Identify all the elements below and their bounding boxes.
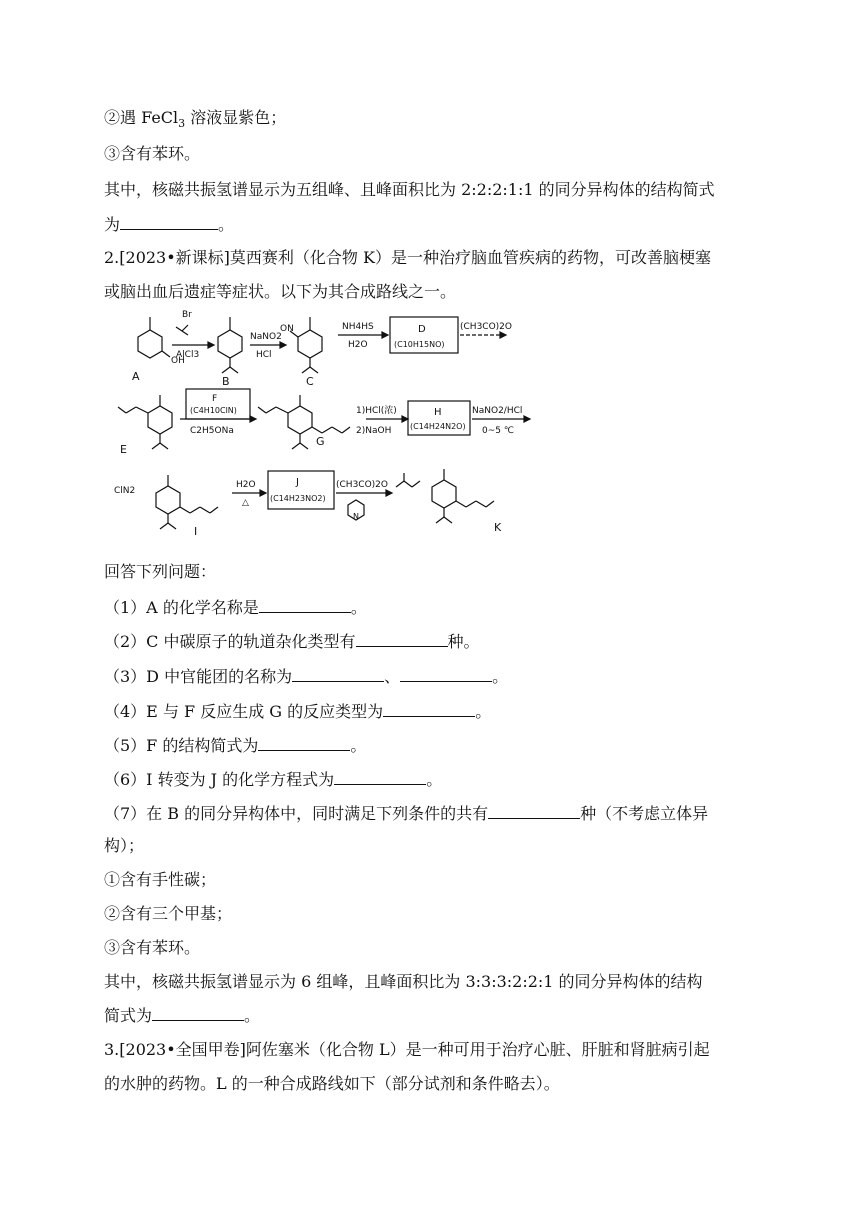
answer-blank[interactable] bbox=[120, 213, 218, 230]
text: 。 bbox=[350, 598, 367, 617]
question-2 bbox=[104, 630, 480, 652]
reagent-h2o-2: H2O bbox=[236, 480, 256, 490]
reagent-ac2o: (CH3CO)2O bbox=[460, 322, 512, 332]
benzene-ring-b bbox=[218, 330, 242, 358]
text: （7）在 B 的同分异构体中，同时满足下列条件的共有 bbox=[104, 804, 489, 823]
answer-blank[interactable] bbox=[356, 630, 448, 647]
box-h-formula: (C14H24N2O) bbox=[410, 422, 466, 431]
text: 。 bbox=[350, 736, 367, 755]
reagent-heat: △ bbox=[242, 498, 249, 508]
box-f-label: F bbox=[212, 394, 218, 404]
answer-line-2 bbox=[104, 1004, 260, 1026]
question-7-cont: 构）； bbox=[104, 836, 145, 855]
box-h-label: H bbox=[434, 407, 442, 418]
text: 。 bbox=[244, 1006, 261, 1025]
box-d-formula: (C10H15NO) bbox=[394, 340, 445, 349]
condition-3: ③含有苯环。 bbox=[104, 144, 201, 163]
question-3 bbox=[104, 665, 508, 687]
benzene-ring-c bbox=[298, 330, 322, 358]
question-3-intro-2: 的水肿的药物。L 的一种合成路线如下（部分试剂和条件略去）。 bbox=[104, 1074, 560, 1093]
label-b: B bbox=[222, 375, 230, 388]
reagent-ac2o-2: (CH3CO)2O bbox=[336, 480, 388, 490]
reagent-nano2: NaNO2 bbox=[250, 332, 282, 342]
condition-3b: ③含有苯环。 bbox=[104, 938, 201, 957]
question-1 bbox=[104, 596, 367, 618]
nmr-sentence-2: 其中，核磁共振氢谱显示为 6 组峰，且峰面积比为 3:3:3:2:2:1 的同分异构体的结构 bbox=[104, 972, 703, 991]
condition-2 bbox=[104, 108, 286, 134]
answer-blank[interactable] bbox=[258, 734, 350, 751]
question-7 bbox=[104, 802, 708, 824]
box-f-formula: (C4H10ClN) bbox=[190, 406, 237, 415]
text: 简式为 bbox=[104, 1006, 153, 1025]
text: （5）F 的结构简式为 bbox=[104, 736, 259, 755]
reagent-h2o: H2O bbox=[348, 340, 368, 350]
reagent-br: Br bbox=[182, 310, 192, 320]
text: （2）C 中碳原子的轨道杂化类型有 bbox=[104, 632, 356, 651]
reagent-temp: 0~5 ℃ bbox=[482, 426, 514, 436]
answer-prompt: 回答下列问题： bbox=[104, 562, 217, 581]
text: （6）I 转变为 J 的化学方程式为 bbox=[104, 770, 335, 789]
reagent-alcl3: AlCl3 bbox=[176, 350, 200, 360]
benzene-ring-g bbox=[288, 406, 312, 434]
text: 种。 bbox=[447, 632, 480, 651]
benzene-ring-i bbox=[156, 486, 180, 514]
nmr-sentence: 其中，核磁共振氢谱显示为五组峰、且峰面积比为 2:2:2:1:1 的同分异构体的结构简式 bbox=[104, 180, 715, 199]
text: 。 bbox=[492, 667, 509, 686]
question-5 bbox=[104, 734, 366, 756]
subscript: 3 bbox=[178, 117, 186, 131]
label-a: A bbox=[132, 370, 140, 383]
on-label: ON bbox=[280, 324, 294, 334]
text: 为 bbox=[104, 215, 121, 234]
benzene-ring-a bbox=[138, 330, 162, 358]
question-2-intro: 2.[2023•新课标]莫西赛利（化合物 K）是一种治疗脑血管疾病的药物，可改善脑梗塞 bbox=[104, 248, 711, 267]
answer-blank[interactable] bbox=[488, 802, 580, 819]
label-c: C bbox=[306, 375, 314, 388]
text: 溶液显紫色； bbox=[185, 108, 287, 127]
condition-1: ①含有手性碳； bbox=[104, 870, 217, 889]
reagent-hcl-conc: 1)HCl(浓) bbox=[356, 406, 397, 416]
question-6 bbox=[104, 768, 442, 790]
question-4 bbox=[104, 700, 491, 722]
answer-blank[interactable] bbox=[383, 700, 475, 717]
box-j-label: J bbox=[296, 477, 299, 488]
benzene-ring-k bbox=[432, 480, 456, 508]
benzene-ring-e bbox=[148, 406, 172, 434]
label-g: G bbox=[316, 435, 325, 448]
reagent-nano2-hcl: NaNO2/HCl bbox=[472, 406, 523, 416]
text: 、 bbox=[384, 667, 401, 686]
text: 种（不考虑立体异 bbox=[580, 804, 709, 823]
reagent-naoh: 2)NaOH bbox=[356, 426, 392, 436]
reagent-etona: C2H5ONa bbox=[190, 426, 234, 436]
answer-line bbox=[104, 213, 234, 235]
text: （1）A 的化学名称是 bbox=[104, 598, 259, 617]
box-d-label: D bbox=[418, 324, 426, 335]
label-i: I bbox=[194, 525, 198, 538]
label-e: E bbox=[120, 443, 127, 456]
text: 。 bbox=[218, 215, 235, 234]
text: 。 bbox=[426, 770, 443, 789]
box-j bbox=[268, 471, 334, 509]
synthesis-route-diagram bbox=[110, 305, 750, 550]
reagent-hcl: HCl bbox=[256, 350, 272, 360]
condition-2b: ②含有三个甲基； bbox=[104, 904, 233, 923]
text: 。 bbox=[475, 702, 492, 721]
box-j-formula: (C14H23NO2) bbox=[270, 494, 326, 503]
question-2-intro-2: 或脑出血后遗症等症状。以下为其合成路线之一。 bbox=[104, 282, 457, 301]
answer-blank[interactable] bbox=[259, 596, 351, 613]
pyridine-n: N bbox=[353, 512, 359, 521]
text: （4）E 与 F 反应生成 G 的反应类型为 bbox=[104, 702, 384, 721]
text: ②遇 FeCl bbox=[104, 108, 179, 127]
label-k: K bbox=[494, 521, 502, 534]
oh-label: OH bbox=[171, 356, 185, 366]
text: （3）D 中官能团的名称为 bbox=[104, 667, 293, 686]
answer-blank[interactable] bbox=[152, 1004, 244, 1021]
diazonium-label: ClN2 bbox=[114, 486, 136, 496]
answer-blank[interactable] bbox=[400, 665, 492, 682]
answer-blank[interactable] bbox=[334, 768, 426, 785]
question-3-intro: 3.[2023•全国甲卷]阿佐塞米（化合物 L）是一种可用于治疗心脏、肝脏和肾脏病引起 bbox=[104, 1040, 710, 1059]
reagent-nh4hs: NH4HS bbox=[342, 322, 374, 332]
answer-blank[interactable] bbox=[292, 665, 384, 682]
